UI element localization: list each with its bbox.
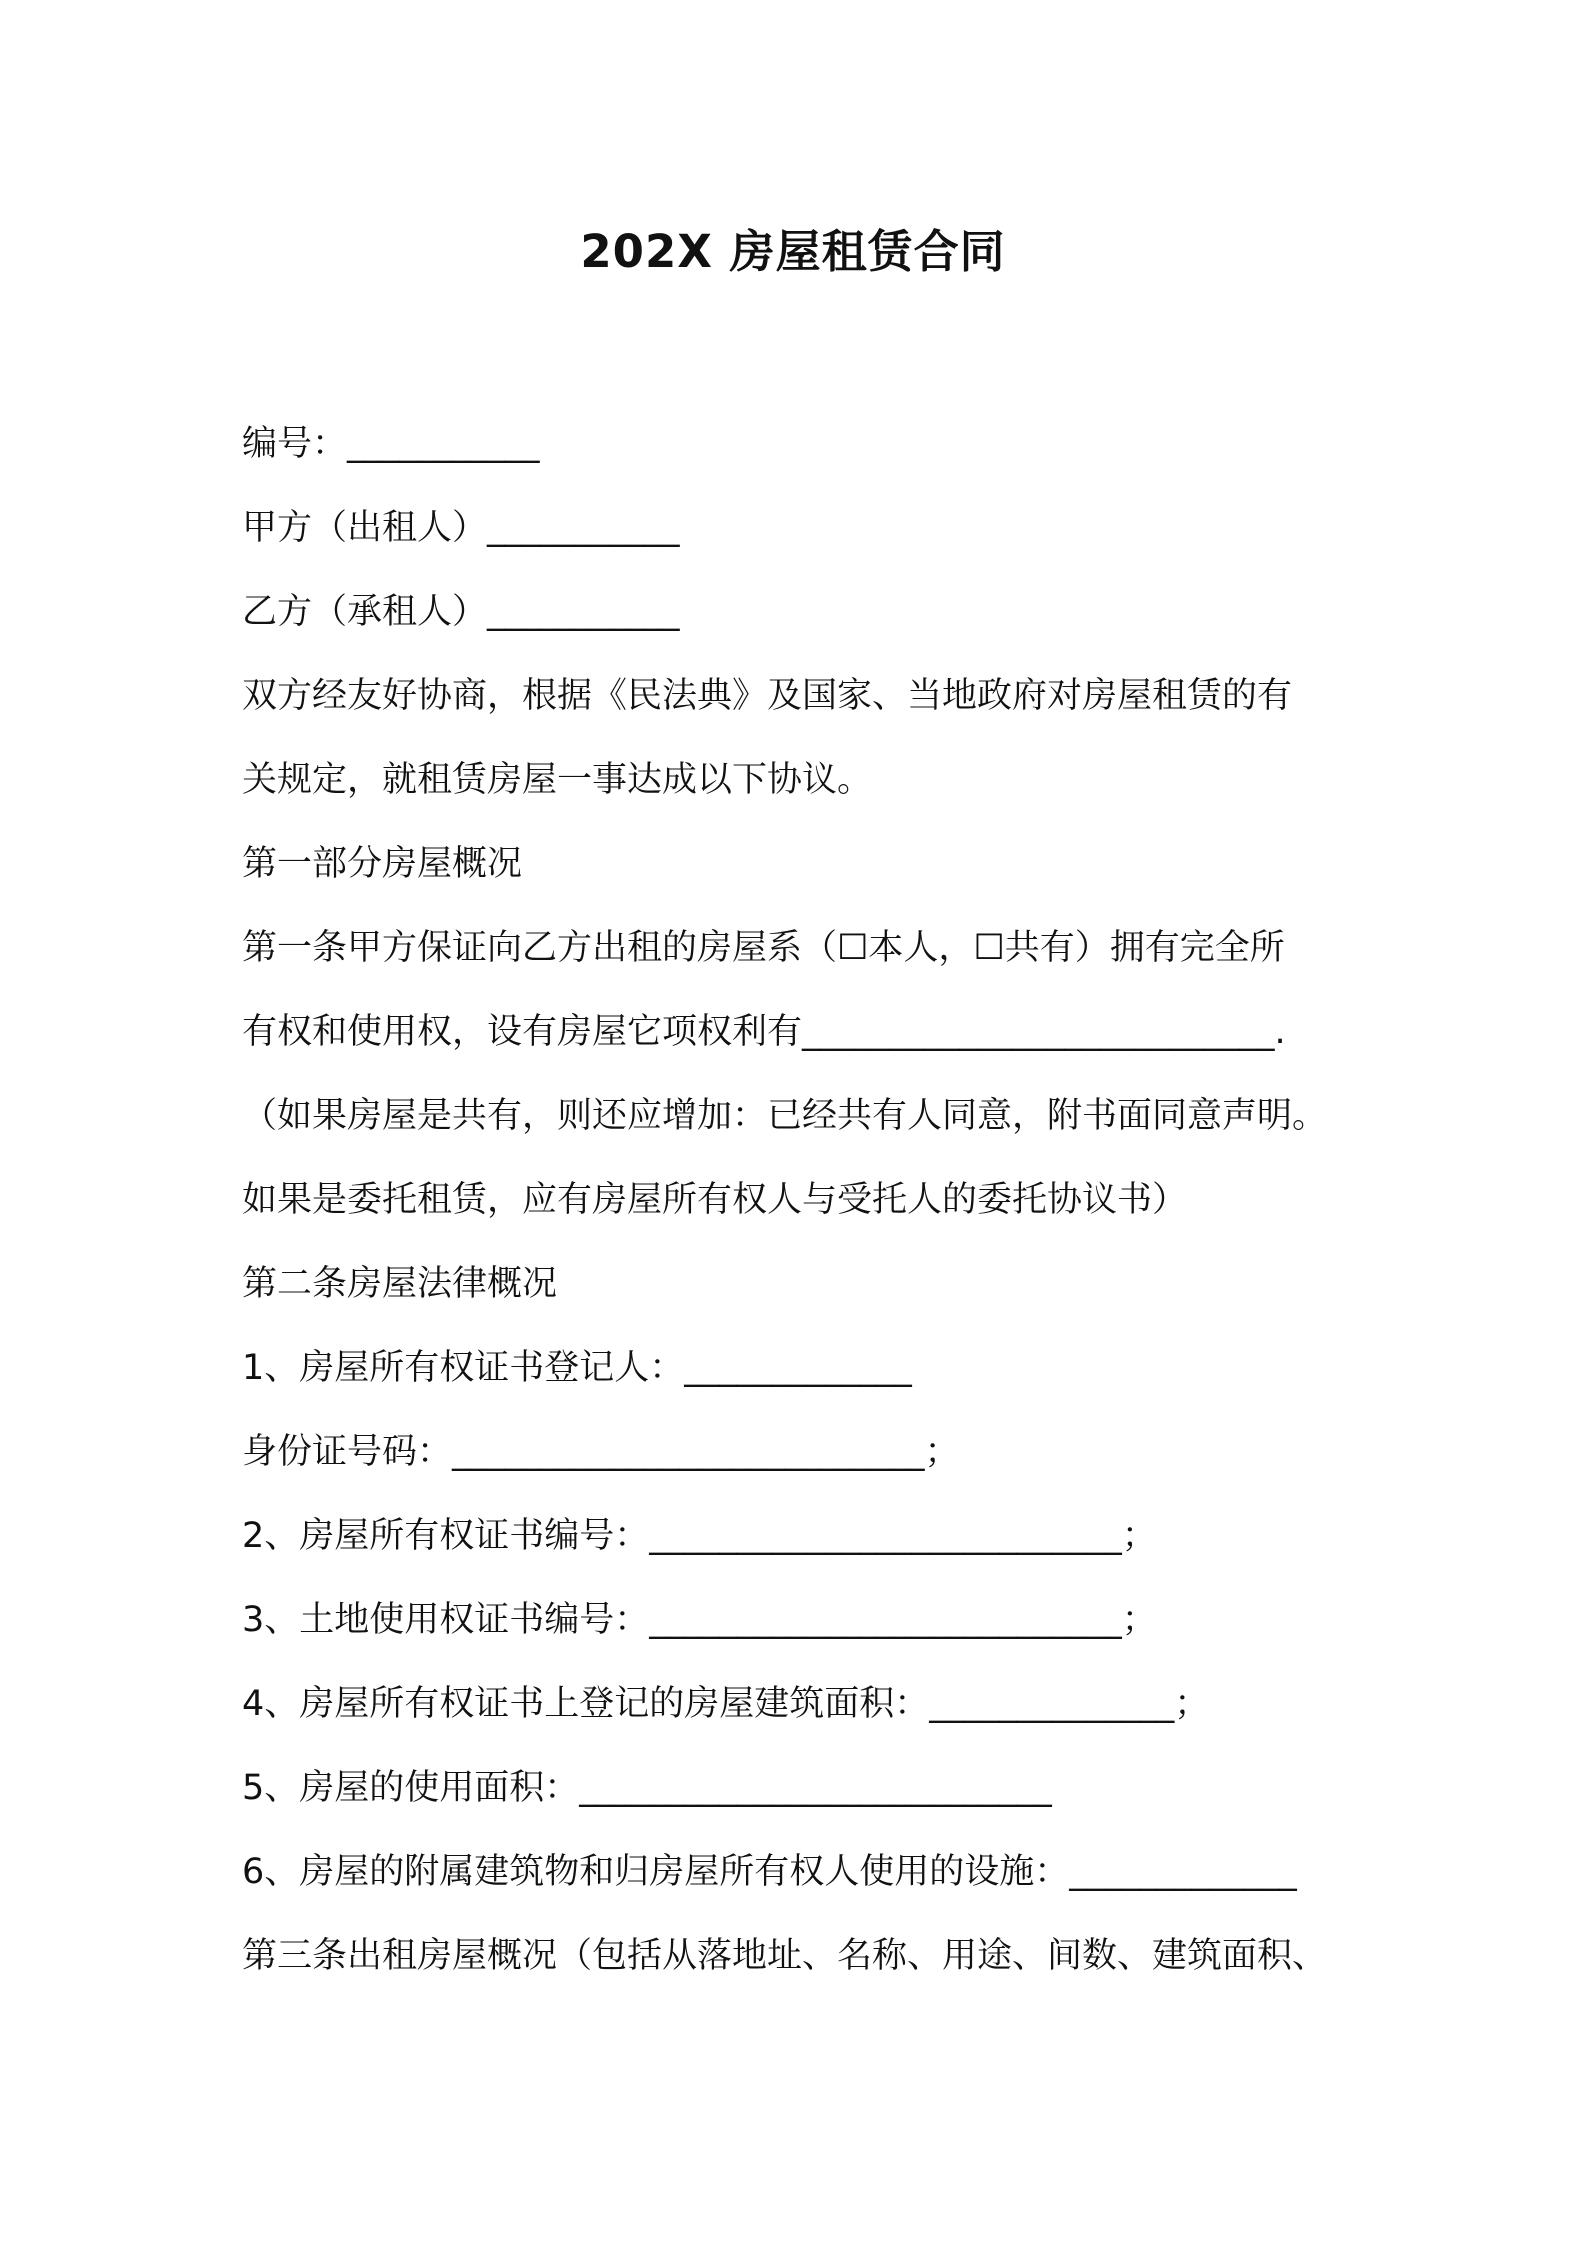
document-title: 202X 房屋租赁合同 [580, 225, 1006, 278]
party-b-line: 乙方（承租人）___________ [242, 592, 680, 632]
article-one-note-line-2: 如果是委托租赁，应有房屋所有权人与受托人的委托协议书） [242, 1180, 1188, 1220]
item-6-line: 6、房屋的附属建筑物和归房屋所有权人使用的设施：_____________ [242, 1852, 1297, 1892]
article-three-line-1: 第三条出租房屋概况（包括从落地址、名称、用途、间数、建筑面积、 [242, 1936, 1328, 1976]
part-one-heading: 第一部分房屋概况 [242, 844, 523, 884]
document-body [242, 402, 1352, 1998]
preamble-line-2: 关规定，就租赁房屋一事达成以下协议。 [242, 760, 873, 800]
item-4-line: 4、房屋所有权证书上登记的房屋建筑面积：______________； [242, 1684, 1210, 1724]
preamble-line-1: 双方经友好协商，根据《民法典》及国家、当地政府对房屋租赁的有 [242, 676, 1293, 716]
party-a-line: 甲方（出租人）___________ [242, 508, 680, 548]
article-one-line-2: 有权和使用权，设有房屋它项权利有___________________________. [242, 1012, 1286, 1052]
contract-number-line: 编号：___________ [242, 424, 540, 464]
item-2-line: 2、房屋所有权证书编号：___________________________； [242, 1516, 1157, 1556]
id-number-line: 身份证号码：___________________________； [242, 1432, 960, 1472]
item-1-line: 1、房屋所有权证书登记人：_____________ [242, 1348, 912, 1388]
article-two-heading: 第二条房屋法律概况 [242, 1264, 558, 1304]
article-one-note-line-1: （如果房屋是共有，则还应增加：已经共有人同意，附书面同意声明。 [242, 1096, 1328, 1136]
article-one-line-1: 第一条甲方保证向乙方出租的房屋系（☐本人，☐共有）拥有完全所 [242, 928, 1285, 968]
item-3-line: 3、土地使用权证书编号：___________________________； [242, 1600, 1157, 1640]
item-5-line: 5、房屋的使用面积：___________________________ [242, 1768, 1052, 1808]
